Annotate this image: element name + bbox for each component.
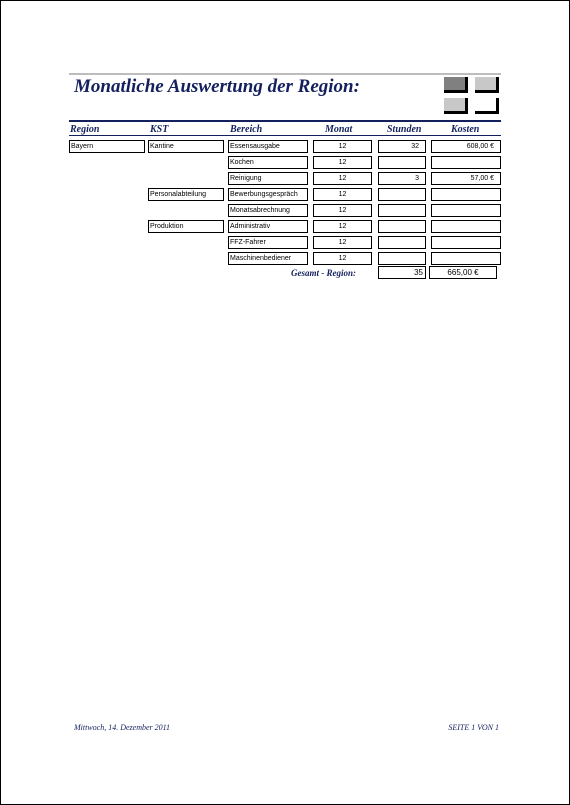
- cell-monat: 12: [313, 236, 372, 249]
- header-underline: [69, 135, 501, 136]
- cell-kosten: 57,00 €: [431, 172, 501, 185]
- cell-kosten: [431, 188, 501, 201]
- cell-region: Bayern: [69, 140, 145, 153]
- cell-bereich: Administrativ: [228, 220, 308, 233]
- cell-bereich: FFZ-Fahrer: [228, 236, 308, 249]
- cell-stunden: [378, 156, 426, 169]
- cell-bereich: Monatsabrechnung: [228, 204, 308, 217]
- cell-kst: Produktion: [148, 220, 224, 233]
- cell-stunden: [378, 220, 426, 233]
- logo-square-light: [444, 98, 468, 114]
- cell-monat: 12: [313, 220, 372, 233]
- cell-monat: 12: [313, 172, 372, 185]
- cell-kst: Personalabteilung: [148, 188, 224, 201]
- cell-kosten: [431, 236, 501, 249]
- cell-bereich: Maschinenbediener: [228, 252, 308, 265]
- column-header-monat: Monat: [325, 124, 353, 135]
- cell-kosten: [431, 204, 501, 217]
- cell-stunden: 3: [378, 172, 426, 185]
- header-rule: [69, 120, 501, 122]
- cell-monat: 12: [313, 252, 372, 265]
- logo-square-light: [475, 77, 499, 93]
- total-label: Gesamt - Region:: [291, 268, 356, 278]
- cell-stunden: [378, 236, 426, 249]
- cell-kst: Kantine: [148, 140, 224, 153]
- cell-kosten: [431, 252, 501, 265]
- total-kosten: 665,00 €: [429, 266, 497, 279]
- cell-monat: 12: [313, 140, 372, 153]
- top-rule: [69, 73, 501, 75]
- cell-bereich: Kochen: [228, 156, 308, 169]
- cell-monat: 12: [313, 204, 372, 217]
- cell-bereich: Reinigung: [228, 172, 308, 185]
- cell-bereich: Essensausgabe: [228, 140, 308, 153]
- cell-kosten: 608,00 €: [431, 140, 501, 153]
- cell-monat: 12: [313, 156, 372, 169]
- column-header-stunden: Stunden: [387, 124, 422, 135]
- column-header-bereich: Bereich: [230, 124, 263, 135]
- footer-date: Mittwoch, 14. Dezember 2011: [74, 723, 171, 732]
- column-header-region: Region: [70, 124, 100, 135]
- cell-bereich: Bewerbungsgespräch: [228, 188, 308, 201]
- total-stunden: 35: [378, 266, 426, 279]
- report-title: Monatliche Auswertung der Region:: [74, 76, 360, 97]
- footer-page-number: SEITE 1 VON 1: [448, 723, 499, 732]
- cell-kosten: [431, 220, 501, 233]
- cell-stunden: 32: [378, 140, 426, 153]
- logo-square-dark: [444, 77, 468, 93]
- logo-square-white: [475, 98, 499, 114]
- column-header-kosten: Kosten: [451, 124, 480, 135]
- cell-stunden: [378, 204, 426, 217]
- cell-kosten: [431, 156, 501, 169]
- cell-monat: 12: [313, 188, 372, 201]
- cell-stunden: [378, 252, 426, 265]
- column-header-kst: KST: [150, 124, 169, 135]
- cell-stunden: [378, 188, 426, 201]
